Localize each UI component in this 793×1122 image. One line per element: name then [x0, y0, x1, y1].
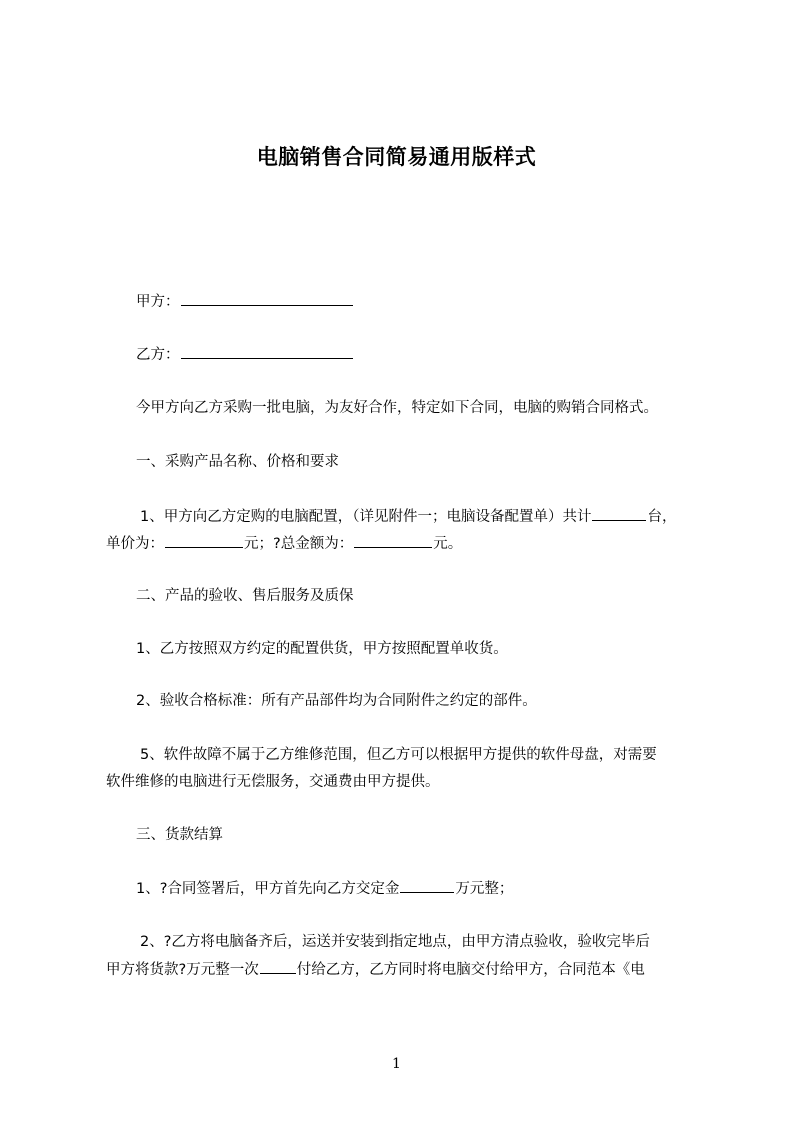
section-2-item-1: 1、乙方按照双方约定的配置供货，甲方按照配置单收货。 [136, 641, 508, 657]
document-title: 电脑销售合同简易通用版样式 [256, 145, 537, 169]
section-1-item-1-line-1 [140, 505, 676, 528]
section-3-heading: 三、货款结算 [136, 827, 223, 843]
section-2-heading: 二、产品的验收、售后服务及质保 [136, 588, 354, 604]
deposit-text: 1、?合同签署后，甲方首先向乙方交定金 [136, 881, 400, 897]
quantity-blank [592, 505, 646, 521]
party-b-label: 乙方： [136, 347, 180, 363]
unit-price-label: 单价为： [106, 536, 164, 552]
section-1-heading: 一、采购产品名称、价格和要求 [136, 454, 339, 470]
section-3-item-1 [136, 877, 513, 900]
party-b-line [136, 343, 354, 366]
deposit-blank [400, 877, 454, 893]
page-number: 1 [392, 1056, 401, 1072]
section-3-item-2-line-2 [106, 958, 645, 981]
section-2-item-5-line-2: 软件维修的电脑进行无偿服务，交通费由甲方提供。 [106, 774, 440, 790]
section-1-item-1-unit: 台， [647, 509, 677, 525]
section-2-item-5-line-1: 5、软件故障不属于乙方维修范围，但乙方可以根据甲方提供的软件母盘，对需要 [140, 747, 657, 763]
section-1-item-1-line-2 [106, 532, 462, 555]
payment-text-continued: 付给乙方，乙方同时将电脑交付给甲方，合同范本《电 [296, 962, 645, 978]
intro-paragraph: 今甲方向乙方采购一批电脑，为友好合作，特定如下合同，电脑的购销合同格式。 [136, 400, 658, 416]
payment-text: 甲方将货款?万元整一次 [106, 962, 259, 978]
total-amount-blank [354, 532, 432, 548]
unit-price-blank [165, 532, 243, 548]
party-a-label: 甲方： [136, 294, 180, 310]
party-b-blank [181, 343, 353, 359]
total-amount-label: 元；?总金额为： [244, 536, 354, 552]
section-1-item-1-text: 1、甲方向乙方定购的电脑配置，（详见附件一；电脑设备配置单）共计 [140, 509, 592, 525]
payment-blank [260, 958, 296, 974]
section-2-item-2: 2、验收合格标准：所有产品部件均为合同附件之约定的部件。 [136, 693, 537, 709]
deposit-unit: 万元整； [455, 881, 514, 897]
section-3-item-2-line-1: 2、?乙方将电脑备齐后，运送并安装到指定地点，由甲方清点验收，验收完毕后 [140, 934, 650, 950]
total-amount-unit: 元。 [433, 536, 463, 552]
party-a-line [136, 290, 354, 313]
party-a-blank [181, 290, 353, 306]
